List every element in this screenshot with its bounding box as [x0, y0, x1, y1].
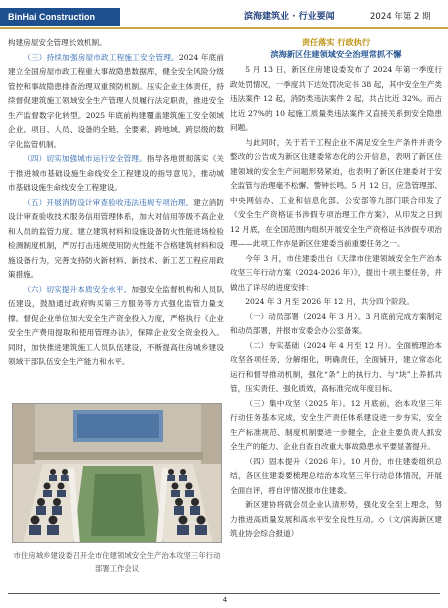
section-body: 指导各地贯彻落实《关于推进城市基础设施生命线安全工程建设的指导意见》，推动城市基础设施生命线安全工程建设。 [8, 154, 225, 192]
paragraph: （三）集中攻坚（2025 年）。12 月底前，治本攻坚三年行动任务基本完成，安全生产责任体系建设进一步夯实，安全生产标准规范、制度机制要进一步健全，企业主要负责人抓安全生产的能力、企业自查自改重大事故隐患水平要显著提升。 [230, 398, 442, 451]
section-body: 建立消防设计审查验收技术服务信用管理体系，加大对信用等级不高企业和人员的监管力度。建立建筑材料和设施设备防火性能进场检验检测制度机制，严厉打击违规使用防火性能不合格建筑材料和设施设备行为，完善支持防火新材料、新技术、新工艺工程应用政策措施。 [8, 197, 224, 279]
section-heading: （三）持续加强房屋市政工程施工安全管理。 [23, 52, 179, 62]
paragraph: （二）夯实基础（2024 年 4 月至 12 月）。全面梳理治本攻坚各项任务，分解细化，明确责任，全面铺开，建立常态化运行和督导推动机制，强化“条”上的执行力、与“块”上养抓共管，压实责任、强化质效，高标准完成年度目标。 [230, 340, 442, 393]
article-headline: 滨海新区住建领域安全治理常抓不懈 [270, 49, 402, 59]
section-body: 加强安全监督机构和人员队伍建设，鼓励通过政府购买第三方服务等方式强化监管力量支撑。督促企业单位加大安全生产资金投入力度，严格执行《企业安全生产费用提取和使用管理办法》，保障企业安全资金投入。同时，加快推进建筑施工人员队伍建设，不断提高住房城乡建设领域干部队伍安全生产能力和水平。 [8, 284, 224, 366]
paragraph: 5 月 13 日，新区住房建设委发布了 2024 年第一季度行政处罚情况，一季度共下达处罚决定书 38 起，其中安全生产类违法案件 12 起，消防类违法案件 2 起，共占比近 32%。而占比近 27%的 10 起施工质量类违法案件又直接关系到安全隐患问题。 [230, 65, 442, 132]
section-body: 2024 年底前建立全国房屋市政工程重大事故隐患数据库，健全安全风险分级管控和事故隐患排查治理双重预防机制。压实企业主体责任，持续督促建筑施工领域安全生产管理人员履行法定职责，推进安全生产监督数字化转型。2025 年底前构建覆盖建筑施工安全领域企业、项目、人员、设备的全链、全要素、跨地域、跨层级的数字化监管机制。 [8, 52, 225, 149]
issue-label: 2024 年第 2 期 [370, 12, 431, 22]
right-column [230, 36, 442, 542]
paragraph [8, 196, 224, 283]
paragraph: 与此同时，关于若干工程企业不满足安全生产条件并责令整改的公告成为新区住建委常态化的公开信息，表明了新区住建领域的安全生产问题形势紧迫，也表明了新区住建委对于安全监管与治理毫不松懈、警钟长鸣。5 月 12 日，应急管理部、中央网信办、工业和信息化部、公安部等九部门联合印发了《安全生产资格证书涉假专项治理工作方案》，从印发之日到 12 月底，在全国范围内组织开展安全生产资格证书涉假专项治理——此项工作亦是新区住建委当前重要任务之一。 [230, 137, 442, 248]
paragraph [8, 283, 224, 370]
section-heading: （六）切实提升本质安全水平。 [23, 284, 132, 294]
paragraph: 构建房屋安全管理长效机制。 [8, 38, 107, 47]
paragraph: 今年 3 月，市住建委出台《天津市住建领域安全生产治本攻坚三年行动方案（2024-2026 年）》，提出十项主要任务，并做出了详尽的进度安排： [230, 253, 442, 292]
closing-text: 新区建协将就会员企业认清形势，强化安全至上理念，努力推进高质量发展和高水平安全良性互动。◇ [230, 500, 442, 524]
publication-name: BinHai Construction Industry [0, 8, 120, 26]
page-number: 4 [219, 594, 231, 606]
header-divider [0, 27, 448, 29]
meeting-photo [12, 403, 222, 543]
page-header [0, 0, 448, 40]
paragraph [8, 152, 224, 196]
photo-caption: 市住房城乡建设委召开全市住建领域安全生产治本攻坚三年行动部署工作会议 [13, 551, 221, 573]
meeting-room-image [13, 404, 222, 543]
article-credit: （文/滨海新区建筑业协会综合报道） [230, 514, 442, 538]
section-heading: （五）开展消防设计审查验收违法违规专项治理。 [23, 197, 194, 207]
section-name: 滨海建筑业 · 行业要闻 [244, 12, 335, 22]
paragraph: （一）动员部署（2024 年 3 月）。3 月底前完成方案制定和动员部署，并报市安委会办公室备案。 [230, 311, 442, 335]
paragraph: （四）固本提升（2026 年）。10 月份，市住建委组织总结，各区住建委要梳理总结治本攻坚三年行动总体情况，开展全面自评，将自评情况报市住建委。 [230, 456, 442, 495]
paragraph [8, 51, 224, 153]
section-heading: （四）切实加强城市运行安全管理。 [23, 154, 147, 163]
left-column [8, 36, 224, 370]
paragraph [230, 498, 442, 542]
paragraph: 2024 年 3 月至 2026 年 12 月，共分四个阶段。 [245, 297, 414, 306]
article-kicker: 责任落实 行政执行 [301, 37, 371, 47]
